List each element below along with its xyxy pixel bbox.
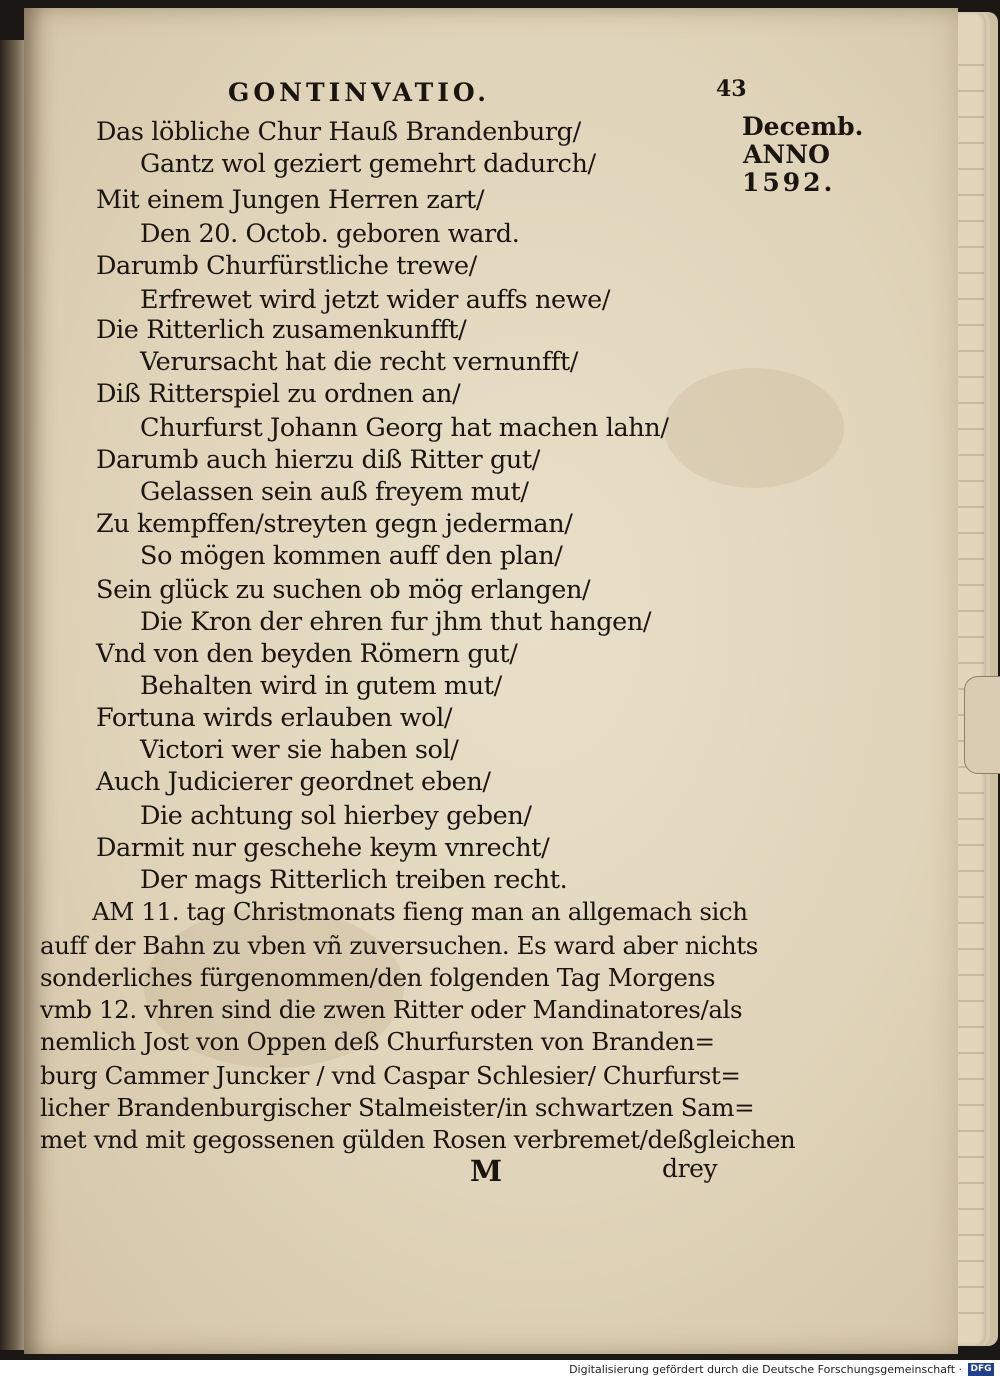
prose-line: vmb 12. vhren sind die zwen Ritter oder Mandinatores/als xyxy=(40,995,743,1024)
verse-line: Behalten wird in gutem mut/ xyxy=(140,671,502,701)
verse-line: Darumb auch hierzu diß Ritter gut/ xyxy=(96,445,540,475)
verse-line: Victori wer sie haben sol/ xyxy=(140,735,459,765)
signature-mark: M xyxy=(470,1154,502,1188)
verse-line: Die Kron der ehren fur jhm thut hangen/ xyxy=(140,607,652,637)
prose-line: sonderliches fürgenommen/den folgenden Tag Morgens xyxy=(40,963,716,992)
verse-line: Darmit nur geschehe keym vnrecht/ xyxy=(96,833,550,863)
verse-line: Den 20. Octob. geboren ward. xyxy=(140,219,520,249)
running-head: GONTINVATIO. xyxy=(228,78,490,107)
verse-line: Auch Judicierer geordnet eben/ xyxy=(96,767,491,797)
margin-note-month: Decemb. xyxy=(742,112,864,141)
verse-line: Diß Ritterspiel zu ordnen an/ xyxy=(96,379,461,409)
prose-line: auff der Bahn zu vben vñ zuversuchen. Es ward aber nichts xyxy=(40,931,758,960)
prose-line: met vnd mit gegossenen gülden Rosen verbremet/deßgleichen xyxy=(40,1125,796,1154)
verse-line: Die Ritterlich zusamenkunfft/ xyxy=(96,315,467,345)
footer-credit: Digitalisierung gefördert durch die Deutsche Forschungsgemeinschaft · xyxy=(569,1363,962,1376)
verse-line: Sein glück zu suchen ob mög erlangen/ xyxy=(96,575,591,605)
folio-number: 43 xyxy=(716,76,747,102)
verse-line: Gelassen sein auß freyem mut/ xyxy=(140,477,529,507)
verse-line: Zu kempffen/streyten gegn jederman/ xyxy=(96,509,573,539)
verse-line: Der mags Ritterlich treiben recht. xyxy=(140,865,568,895)
verse-line: Mit einem Jungen Herren zart/ xyxy=(96,185,485,215)
prose-line: burg Cammer Juncker / vnd Caspar Schlesier/ Churfurst= xyxy=(40,1061,741,1090)
margin-note-anno: ANNO xyxy=(743,140,830,169)
verse-line: Fortuna wirds erlauben wol/ xyxy=(96,703,453,733)
footer-bar xyxy=(0,1360,1000,1380)
dfg-logo-icon: DFG xyxy=(968,1363,994,1376)
prose-line: licher Brandenburgischer Stalmeister/in schwartzen Sam= xyxy=(40,1093,755,1122)
verse-line: Vnd von den beyden Römern gut/ xyxy=(96,639,518,669)
verse-line: Erfrewet wird jetzt wider auffs newe/ xyxy=(140,285,611,315)
verse-line: So mögen kommen auff den plan/ xyxy=(140,541,563,571)
verse-line: Darumb Churfürstliche trewe/ xyxy=(96,251,477,281)
verse-line: Die achtung sol hierbey geben/ xyxy=(140,801,532,831)
verse-line: Das löbliche Chur Hauß Brandenburg/ xyxy=(96,117,581,147)
catchword: drey xyxy=(662,1154,718,1183)
binding-gutter xyxy=(0,40,26,1350)
margin-note-year: 1592. xyxy=(742,168,836,197)
prose-line: AM 11. tag Christmonats fieng man an allgemach sich xyxy=(92,897,748,926)
prose-line: nemlich Jost von Oppen deß Churfursten von Branden= xyxy=(40,1027,715,1056)
verse-line: Verursacht hat die recht vernunfft/ xyxy=(140,347,578,377)
verse-line: Churfurst Johann Georg hat machen lahn/ xyxy=(140,413,669,443)
verse-line: Gantz wol geziert gemehrt dadurch/ xyxy=(140,149,596,179)
paper-stain xyxy=(664,368,844,488)
page-tab xyxy=(964,676,1000,774)
